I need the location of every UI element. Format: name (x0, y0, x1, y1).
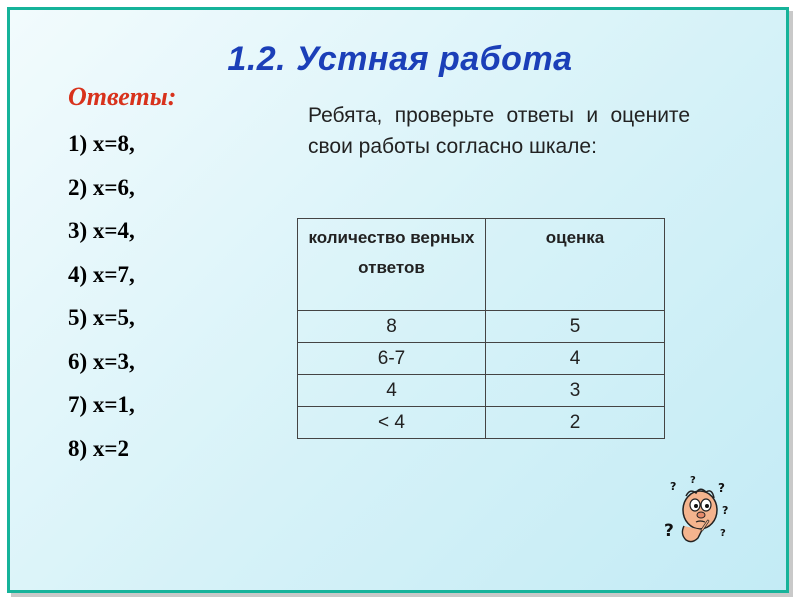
cell-correct-count: 4 (298, 375, 486, 407)
answer-item: 2) х=6, (68, 174, 135, 200)
answer-item: 6) х=3, (68, 348, 135, 374)
answer-item: 8) х=2 (68, 435, 130, 461)
table-row (298, 343, 665, 375)
instruction-text: Ребята, проверьте ответы и оцените свои работы согласно шкале: (308, 104, 690, 158)
answers-list (68, 122, 135, 470)
svg-text:?: ? (670, 480, 677, 493)
cell-correct-count: 6-7 (298, 343, 486, 375)
answer-item: 3) х=4, (68, 218, 135, 243)
cell-grade: 3 (486, 375, 665, 407)
cell-grade: 4 (486, 343, 665, 375)
svg-text:?: ? (664, 521, 674, 541)
table-row (298, 407, 665, 439)
cell-grade: 5 (486, 311, 665, 343)
answer-item: 1) х=8, (68, 131, 135, 156)
cell-grade: 2 (486, 407, 665, 439)
grading-scale-table (297, 218, 665, 439)
column-header-grade: оценка (486, 219, 665, 311)
svg-text:?: ? (718, 481, 725, 495)
table-header-row (298, 219, 665, 311)
svg-text:?: ? (722, 504, 729, 517)
answer-item: 5) х=5, (68, 305, 135, 330)
slide-title: 1.2. Устная работа (227, 40, 573, 78)
svg-text:?: ? (690, 475, 696, 486)
table-row (298, 375, 665, 407)
answers-heading: Ответы: (68, 82, 177, 111)
answer-item: 4) х=7, (68, 261, 135, 287)
cell-correct-count: 8 (298, 311, 486, 343)
answer-item: 7) х=1, (68, 392, 135, 417)
table-row (298, 311, 665, 343)
column-header-correct-count: количество верных ответов (298, 219, 486, 311)
svg-text:?: ? (720, 528, 726, 539)
thinking-man-question-marks-icon (662, 474, 738, 556)
cell-correct-count: < 4 (298, 407, 486, 439)
